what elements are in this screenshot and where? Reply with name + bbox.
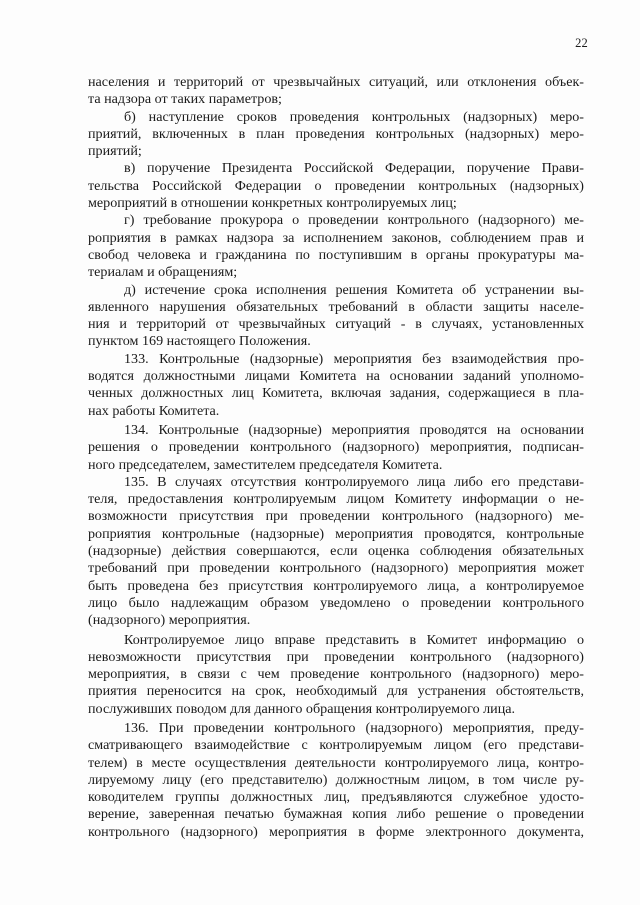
text-line: в) поручение Президента Российской Федерации, поручение Прави- <box>124 160 584 177</box>
text-line: свобод человека и гражданина по поступившим в органы прокуратуры ма- <box>88 246 584 263</box>
text-line: населения и территорий от чрезвычайных ситуаций, или отклонения объек- <box>88 74 584 90</box>
text-line: водятся должностными лицами Комитета на основании заданий уполномо- <box>88 368 584 385</box>
text-line: тельства Российской Федерации о проведении контрольных (надзорных) <box>88 177 584 194</box>
paragraph-item-b <box>88 109 584 161</box>
text-line: сматривающего взаимодействие с контролируемым лицом (его представи- <box>88 737 584 754</box>
paragraph-133 <box>88 351 584 420</box>
paragraph-135-continued <box>88 632 584 718</box>
text-line: мероприятия, в связи с чем проведение контрольного (надзорного) меро- <box>88 666 584 683</box>
text-line: верение, заверенная печатью бумажная копия либо решение о проведении <box>88 806 584 823</box>
paragraph-item-v <box>88 160 584 212</box>
paragraph-135 <box>88 474 584 630</box>
text-line: контрольного (надзорного) мероприятия в форме электронного документа, <box>88 823 584 840</box>
text-line: приятий, включенных в план проведения контрольных (надзорных) меро- <box>88 125 584 142</box>
text-line: явленного нарушения обязательных требований в области защиты населе- <box>88 298 584 315</box>
paragraph-item-g <box>88 212 584 281</box>
document-body <box>88 74 584 841</box>
text-line: послуживших поводом для данного обращения контролируемого лица. <box>88 700 516 717</box>
text-line: Контролируемое лицо вправе представить в Комитет информацию о <box>124 631 584 648</box>
text-line: 135. В случаях отсутствия контролируемого лица либо его представи- <box>124 473 584 490</box>
text-line: требований при проведении контрольного (надзорного) мероприятия может <box>88 560 584 577</box>
text-line: лицо было надлежащим образом уведомлено о проведении контрольного <box>88 594 584 611</box>
text-line: ченных должностных лиц Комитета, включая задания, содержащиеся в пла- <box>88 385 584 402</box>
paragraph-item-d <box>88 282 584 351</box>
text-line: приятий; <box>88 143 142 160</box>
text-line: 133. Контрольные (надзорные) мероприятия без взаимодействия про- <box>124 350 584 367</box>
text-line: невозможности присутствия при проведении контрольного (надзорного) <box>88 648 584 665</box>
text-line: быть проведена без присутствия контролируемого лица, а контролируемое <box>88 577 584 594</box>
text-line: 136. При проведении контрольного (надзорного) мероприятия, преду- <box>124 719 584 736</box>
text-line: нах работы Комитета. <box>88 402 220 419</box>
paragraph-intro <box>88 74 584 109</box>
text-line: (надзорного) мероприятия. <box>88 612 251 629</box>
text-line: лируемому лицу (его представителю) должностным лицом, в том числе ру- <box>88 771 584 788</box>
text-line: 134. Контрольные (надзорные) мероприятия проводятся на основании <box>124 421 584 438</box>
text-line: роприятия контрольные (надзорные) мероприятия проводятся, контрольные <box>88 525 584 542</box>
text-line: б) наступление сроков проведения контрольных (надзорных) меро- <box>124 108 584 125</box>
text-line: териалам и обращениям; <box>88 264 238 281</box>
paragraph-134 <box>88 422 584 474</box>
text-line: ния и территорий от чрезвычайных ситуаций - в случаях, установленных <box>88 316 584 333</box>
text-line: возможности присутствия при проведении контрольного (надзорного) ме- <box>88 508 584 525</box>
text-line: роприятия в рамках надзора за исполнением законов, соблюдением прав и <box>88 229 584 246</box>
text-line: (надзорные) действия совершаются, если оценка соблюдения обязательных <box>88 543 584 560</box>
text-line: та надзора от таких параметров; <box>88 91 282 108</box>
page-number: 22 <box>575 36 588 50</box>
text-line: приятия переносится на срок, необходимый для устранения обстоятельств, <box>88 683 584 700</box>
text-line: пунктом 169 настоящего Положения. <box>88 333 311 350</box>
text-line: г) требование прокурора о проведении контрольного (надзорного) ме- <box>124 212 584 229</box>
text-line: ного председателем, заместителем председателя Комитета. <box>88 456 443 473</box>
text-line: теля, предоставления контролируемым лицом Комитету информации о не- <box>88 491 584 508</box>
text-line: телем) в месте осуществления деятельности контролируемого лица, контро- <box>88 754 584 771</box>
text-line: мероприятий в отношении конкретных контролируемых лиц; <box>88 195 457 212</box>
text-line: ководителем группы должностных лиц, предъявляются служебное удосто- <box>88 789 584 806</box>
text-line: решения о проведении контрольного (надзорного) мероприятия, подписан- <box>88 439 584 456</box>
text-line: д) истечение срока исполнения решения Комитета об устранении вы- <box>124 281 584 298</box>
paragraph-136 <box>88 720 584 841</box>
